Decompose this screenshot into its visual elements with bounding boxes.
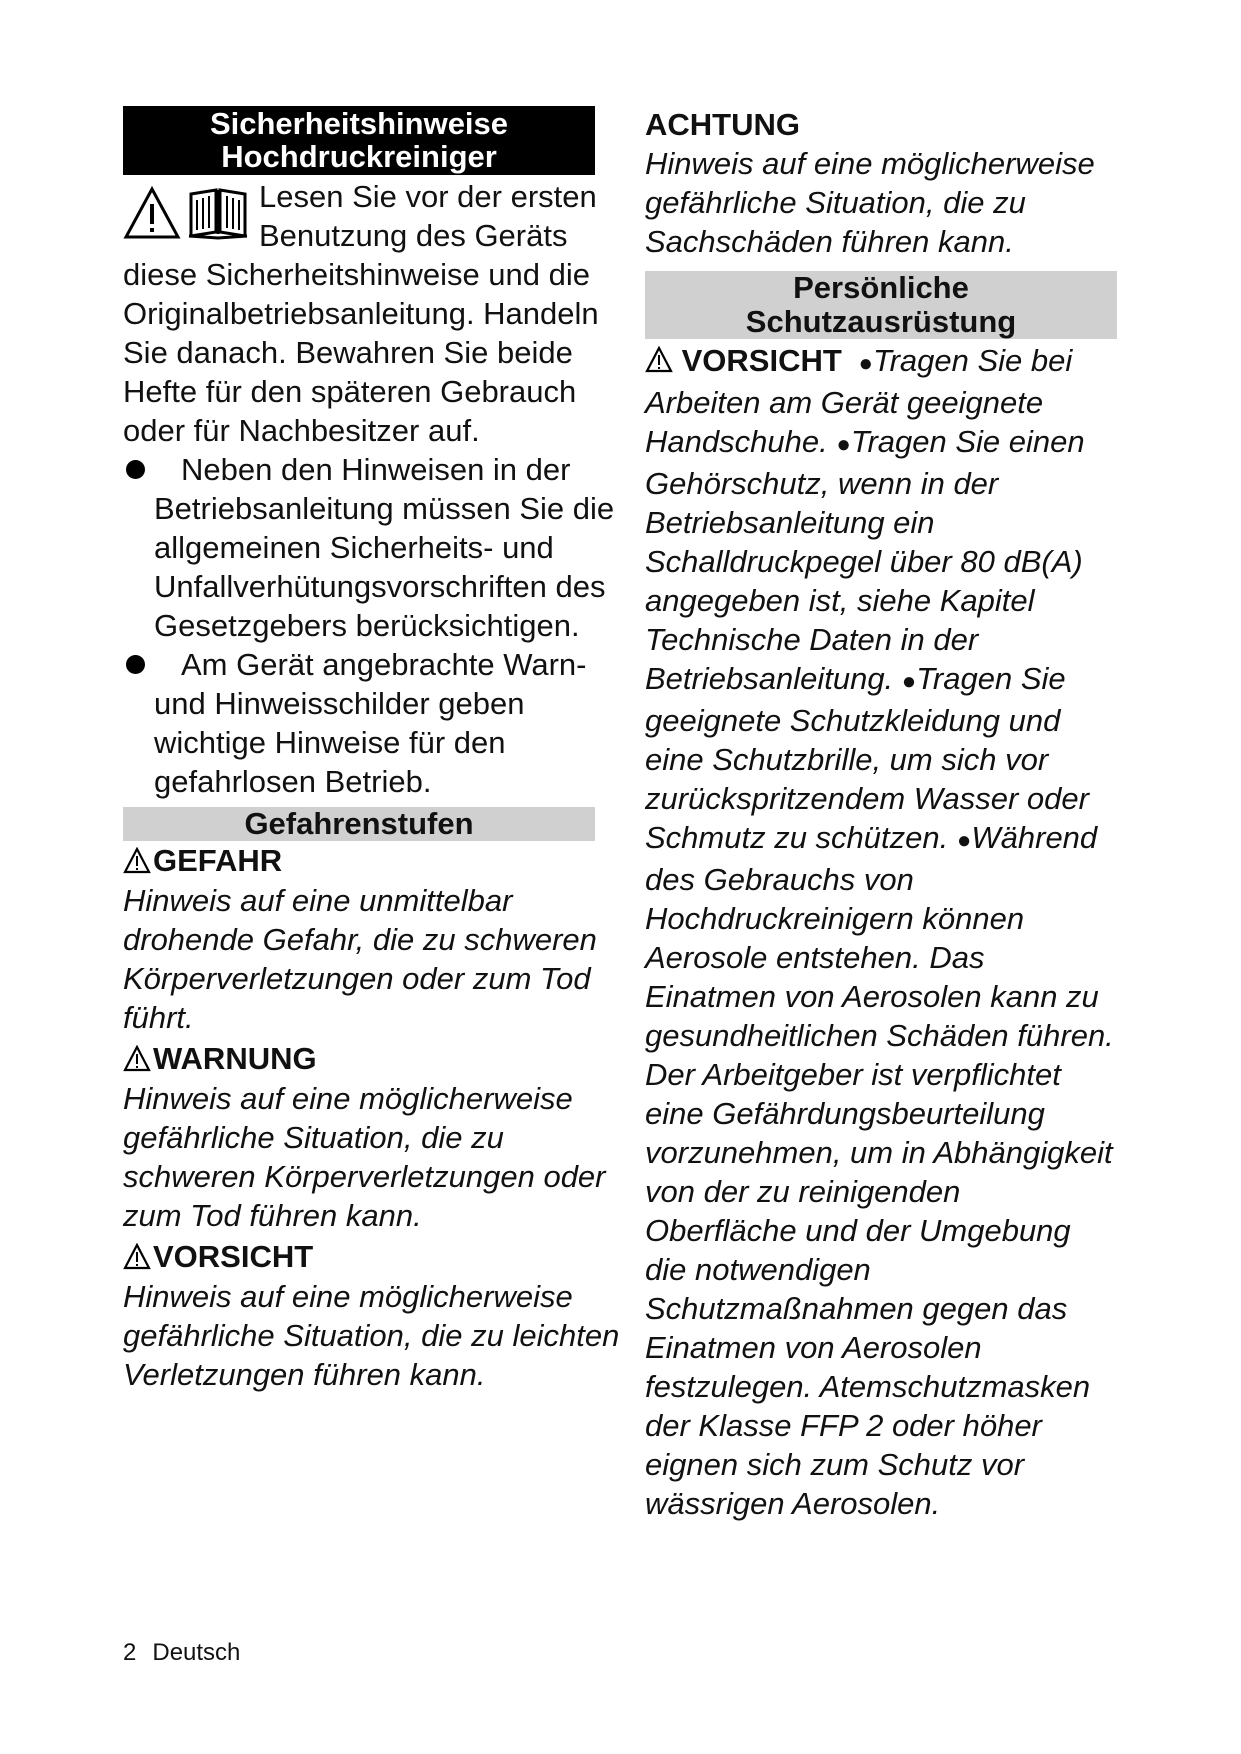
section-header-line-1: Persönliche xyxy=(793,270,969,305)
bullet-text: Am Gerät angebrachte Warn- und Hinweisschilder geben wichtige Hinweise für den gefahrlosen Betrieb. xyxy=(154,647,587,799)
ppe-bullet: ● xyxy=(901,668,917,695)
hazard-level-title: GEFAHR xyxy=(153,843,283,878)
ppe-item: Tragen Sie geeignete Schutzkleidung und eine Schutzbrille, um sich vor zurückspritzendem Wasser oder Schmutz zu schützen. xyxy=(645,661,1089,855)
section-header-line-2: Schutzausrüstung xyxy=(745,304,1017,339)
intro-text: Lesen Sie vor der ersten Benutzung des Geräts diese Sicherheitshinweise und die Originalbetriebsanleitung. Handeln Sie danach. Bewahren Sie beide Hefte für den späteren Gebrauch oder für Nachbesitzer auf. xyxy=(123,179,599,448)
hazard-level-title: WARNUNG xyxy=(153,1041,317,1076)
intro-paragraph xyxy=(123,177,623,450)
hazard-level-text: Hinweis auf eine unmittelbar drohende Gefahr, die zu schweren Körperverletzungen oder zum Tod führt. xyxy=(123,883,597,1035)
intro-icons xyxy=(123,183,253,243)
hazard-level-text: Hinweis auf eine möglicherweise gefährliche Situation, die zu leichten Verletzungen führen kann. xyxy=(123,1279,620,1392)
section-header-line-1: Sicherheitshinweise xyxy=(209,106,509,141)
ppe-bullet: ● xyxy=(858,350,873,377)
manual-book-icon xyxy=(187,186,249,240)
warning-triangle-icon xyxy=(123,1243,151,1271)
footer-language: Deutsch xyxy=(152,1639,241,1666)
right-column xyxy=(645,106,1120,1523)
ppe-paragraph xyxy=(645,341,1120,1523)
notice-text: Hinweis auf eine möglicherweise gefährliche Situation, die zu Sachschäden führen kann. xyxy=(645,146,1095,259)
page-number: 2 xyxy=(123,1639,137,1666)
hazard-level-text: Hinweis auf eine möglicherweise gefährliche Situation, die zu schweren Körperverletzungen oder zum Tod führen kann. xyxy=(123,1081,606,1233)
ppe-bullet: ● xyxy=(956,827,972,854)
hazard-level-caution xyxy=(123,1237,623,1394)
warning-triangle-icon xyxy=(123,186,181,240)
ppe-item: Tragen Sie einen Gehörschutz, wenn in der Betriebsanleitung ein Schalldruckpegel über 80 dB(A) angegeben ist, siehe Kapitel Technische Daten in der Betriebsanleitung. xyxy=(645,424,1085,696)
bullet-dot-icon xyxy=(126,460,145,479)
bullet-dot-icon xyxy=(126,655,145,674)
section-header-line-2: Hochdruckreiniger xyxy=(221,139,497,174)
bullet-item xyxy=(123,645,623,801)
notice-title: ACHTUNG xyxy=(645,107,800,142)
left-column xyxy=(123,106,623,1394)
ppe-bullet: ● xyxy=(836,431,851,458)
section-header-safety xyxy=(123,106,595,175)
bullet-item xyxy=(123,450,623,645)
section-header-hazard-levels: Gefahrenstufen xyxy=(123,807,595,841)
hazard-level-warning xyxy=(123,1039,623,1235)
section-header-ppe xyxy=(645,271,1117,339)
ppe-label: VORSICHT xyxy=(681,343,842,378)
hazard-level-danger xyxy=(123,841,623,1037)
warning-triangle-icon xyxy=(123,847,151,875)
bullet-text: Neben den Hinweisen in der Betriebsanleitung müssen Sie die allgemeinen Sicherheits- und Unfallverhütungsvorschriften des Gesetzgebers berücksichtigen. xyxy=(154,452,615,643)
hazard-level-title: VORSICHT xyxy=(153,1239,314,1274)
ppe-item: Tragen Sie bei Arbeiten am Gerät geeignete Handschuhe. xyxy=(645,343,1073,459)
warning-triangle-icon xyxy=(123,1045,151,1073)
page-footer xyxy=(123,1638,240,1668)
ppe-item: Während des Gebrauchs von Hochdruckreinigern können Aerosole entstehen. Das Einatmen von Aerosolen kann zu gesundheitlichen Schäden führen. Der Arbeitgeber ist verpflichtet eine Gefährdungsbeurteilung vorzunehmen, um in Abhängigkeit von der zu reinigenden Oberfläche und der Umgebung die notwendigen Schutzmaßnahmen gegen das Einatmen von Aerosolen festzulegen. Atemschutzmasken der Klasse FFP 2 oder höher eignen sich zum Schutz vor wässrigen Aerosolen. xyxy=(645,820,1114,1521)
warning-triangle-icon xyxy=(645,346,673,374)
